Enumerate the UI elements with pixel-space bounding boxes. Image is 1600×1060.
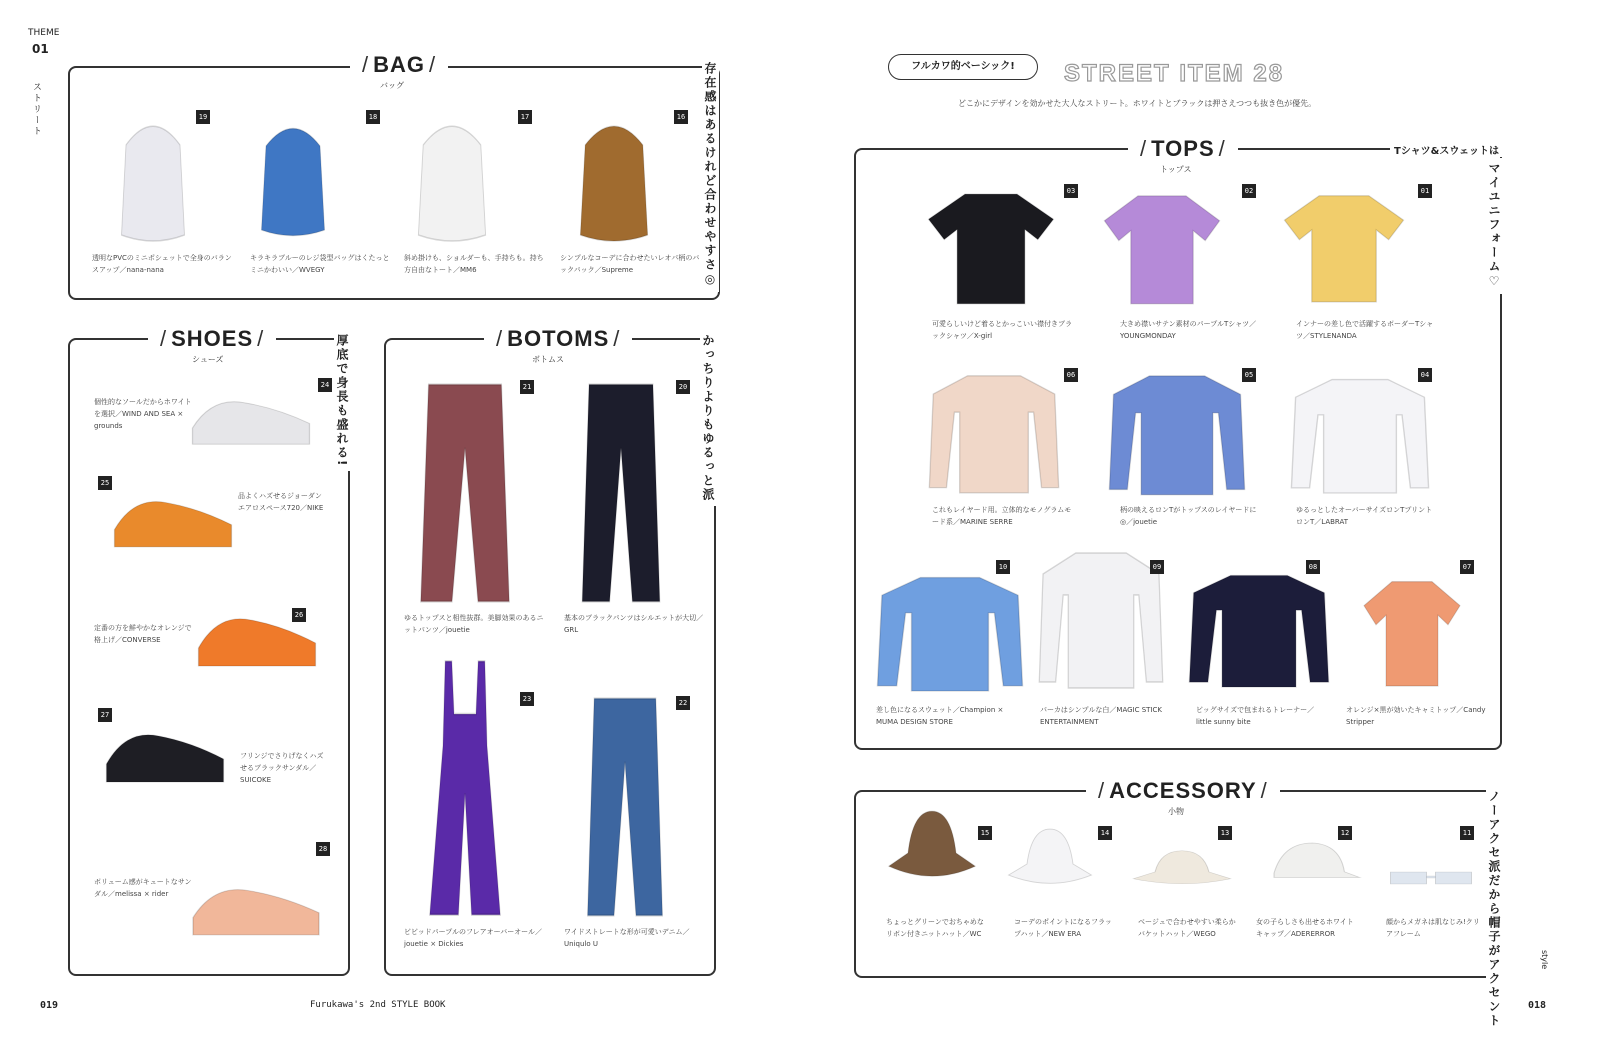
bottoms-subtitle: ボトムス: [532, 355, 564, 364]
shoes-note: 厚底で身長も盛れる!: [334, 330, 351, 471]
tops-item-image: [1108, 368, 1246, 500]
side-style-label: style: [1540, 950, 1549, 970]
accessory-item-13: [1128, 844, 1236, 900]
item-caption: 品よくハズせるジョーダンエアロスペース720／NIKE: [238, 492, 324, 512]
accessory-subtitle: 小物: [1168, 807, 1184, 816]
shoes-item-24: [186, 374, 316, 464]
item-caption: 定番の方を鮮やかなオレンジで格上げ／CONVERSE: [94, 624, 192, 644]
item-caption: 透明なPVCのミニポシェットで全身のバランスアップ／nana-nana: [92, 254, 232, 274]
item-number-badge: 20: [676, 380, 690, 394]
tops-item-08: [1188, 568, 1330, 692]
item-caption: オレンジ×黒が効いたキャミトップ／Candy Stripper: [1346, 706, 1486, 726]
item-number-badge: 06: [1064, 368, 1078, 382]
bottoms-item-22: [570, 694, 680, 920]
item-caption: フリンジでさりげなくハズせるブラックサンダル／SUICOKE: [240, 752, 324, 784]
accessory-note: ノーアクセ派だから帽子がアクセント: [1486, 786, 1503, 1032]
item-number-badge: 27: [98, 708, 112, 722]
side-label: ストリート: [31, 82, 41, 137]
shoes-item-26: [192, 588, 322, 688]
item-number-badge: 12: [1338, 826, 1352, 840]
item-number-badge: 09: [1150, 560, 1164, 574]
item-number-badge: 05: [1242, 368, 1256, 382]
bag-title: / BAG /: [350, 52, 448, 78]
bag-item-19: [108, 100, 198, 250]
item-number-badge: 19: [196, 110, 210, 124]
item-caption: 大きめ襟いサテン素材のパープルTシャツ／YOUNGMONDAY: [1120, 320, 1257, 340]
accessory-title: / ACCESSORY /: [1086, 778, 1280, 804]
shoes-item-image: [192, 588, 322, 688]
tops-item-06: [928, 368, 1060, 498]
shoes-item-image: [186, 860, 326, 956]
bag-subtitle: バッグ: [380, 81, 404, 90]
bag-item-image: [108, 100, 198, 250]
item-number-badge: 10: [996, 560, 1010, 574]
bottoms-item-image: [570, 694, 680, 920]
tops-item-07: [1362, 572, 1462, 692]
item-number-badge: 17: [518, 110, 532, 124]
bottoms-title: / BOTOMS /: [484, 326, 632, 352]
accessory-item-image: [1386, 858, 1476, 898]
accessory-item-12: [1252, 830, 1362, 902]
tops-item-05: [1108, 368, 1246, 500]
tops-item-image: [1188, 568, 1330, 692]
book-title: Furukawa's 2nd STYLE BOOK: [310, 1000, 446, 1010]
item-number-badge: 26: [292, 608, 306, 622]
accessory-item-14: [1004, 818, 1096, 910]
item-caption: ワイドストレートな形が可愛いデニム／Uniqulo U: [564, 928, 690, 948]
item-caption: 斜め掛けも、ショルダーも、手持ちも。持ち方自由なトート／MM6: [404, 254, 544, 274]
item-number-badge: 18: [366, 110, 380, 124]
item-number-badge: 02: [1242, 184, 1256, 198]
item-caption: ビッグサイズで包まれるトレーナー／little sunny bite: [1196, 706, 1315, 726]
item-caption: ちょっとグリーンでおちゃめなリボン付きニットハット／WC: [886, 918, 984, 938]
tops-item-image: [876, 570, 1024, 696]
item-caption: ビビッドパープルのフレアオーバーオール／jouetie × Dickies: [404, 928, 542, 948]
item-number-badge: 15: [978, 826, 992, 840]
accessory-item-image: [1252, 830, 1362, 902]
bag-item-image: [248, 104, 338, 244]
shoes-item-25: [108, 472, 238, 568]
item-number-badge: 13: [1218, 826, 1232, 840]
tops-title: / TOPS /: [1128, 136, 1238, 162]
item-number-badge: 23: [520, 692, 534, 706]
main-title: STREET ITEM 28: [1064, 60, 1285, 87]
accessory-item-image: [1128, 844, 1236, 900]
tops-item-image: [1102, 186, 1222, 310]
item-number-badge: 21: [520, 380, 534, 394]
shoes-item-28: [186, 860, 326, 956]
bottoms-item-20: [564, 380, 678, 606]
tops-note: マイユニフォーム♡: [1486, 158, 1503, 294]
bag-item-image: [404, 100, 500, 250]
bag-item-17: [404, 100, 500, 250]
item-caption: 女の子らしさも出せるホワイトキャップ／ADERERROR: [1256, 918, 1354, 938]
accessory-item-image: [1004, 818, 1096, 910]
item-number-badge: 03: [1064, 184, 1078, 198]
item-number-badge: 28: [316, 842, 330, 856]
item-caption: ゆるっとしたオーバーサイズロンTプリントロンT／LABRAT: [1296, 506, 1433, 526]
bag-item-image: [566, 100, 662, 250]
item-caption: これもレイヤード用。立体的なモノグラムモード系／MARINE SERRE: [932, 506, 1072, 526]
item-caption: シンプルなコーデに合わせたいレオパ柄のバックパック／Supreme: [560, 254, 700, 274]
tops-item-02: [1102, 186, 1222, 310]
tops-item-01: [1282, 186, 1406, 308]
accessory-item-15: [884, 798, 980, 908]
theme-label: THEME: [28, 28, 60, 38]
shoes-title: / SHOES /: [148, 326, 276, 352]
shoes-item-image: [100, 704, 230, 804]
item-caption: キラキラブルーのレジ袋型バッグはくたっとミニかわいい／WVEGY: [250, 254, 390, 274]
tops-item-image: [928, 368, 1060, 498]
item-number-badge: 25: [98, 476, 112, 490]
item-caption: インナーの差し色で活躍するボーダーTシャツ／STYLENANDA: [1296, 320, 1434, 340]
intro-text: どこかにデザインを効かせた大人なストリート。ホワイトとブラックは押さえつつも抜き色が優先。: [958, 99, 1317, 108]
item-caption: パーカはシンプルな白／MAGIC STICK ENTERTAINMENT: [1040, 706, 1162, 726]
bottoms-item-image: [410, 656, 520, 920]
item-number-badge: 11: [1460, 826, 1474, 840]
tops-item-image: [1362, 572, 1462, 692]
shoes-item-27: [100, 704, 230, 804]
bag-note: 存在感はあるけれど合わせやすさ◎: [702, 58, 719, 292]
tops-item-09: [1038, 544, 1164, 694]
item-number-badge: 24: [318, 378, 332, 392]
speech-bubble: [888, 54, 1038, 80]
tops-item-04: [1290, 372, 1430, 498]
theme-number: 01: [32, 42, 49, 56]
item-number-badge: 22: [676, 696, 690, 710]
item-caption: ベージュで合わせやすい柔らかバケットハット／WEGO: [1138, 918, 1236, 938]
tops-note-head: Tシャツ&スウェットは: [1390, 142, 1503, 157]
item-number-badge: 14: [1098, 826, 1112, 840]
item-number-badge: 04: [1418, 368, 1432, 382]
item-caption: 差し色になるスウェット／Champion × MUMA DESIGN STORE: [876, 706, 1004, 726]
item-number-badge: 16: [674, 110, 688, 124]
item-caption: 可愛らしいけど着るとかっこいい襟付きブラックシャツ／X-girl: [932, 320, 1072, 340]
item-number-badge: 08: [1306, 560, 1320, 574]
item-caption: 基本のブラックパンツはシルエットが大切／GRL: [564, 614, 704, 634]
bag-item-16: [566, 100, 662, 250]
item-caption: 個性的なソールだからホワイトを選択／WIND AND SEA × grounds: [94, 398, 192, 430]
speech-bubble-text: フルカワ的ベーシック!: [911, 61, 1015, 72]
item-caption: ボリューム感がキュートなサンダル／melissa × rider: [94, 878, 192, 898]
item-caption: 柄の映えるロンTがトップスのレイヤードに◎／jouetie: [1120, 506, 1257, 526]
tops-item-image: [1038, 544, 1164, 694]
item-caption: ゆるトップスと相性抜群。美脚効果のあるニットパンツ／jouetie: [404, 614, 544, 634]
bottoms-item-image: [564, 380, 678, 606]
tops-item-03: [926, 184, 1056, 310]
shoes-item-image: [186, 374, 316, 464]
tops-item-image: [1290, 372, 1430, 498]
right-page-number: 018: [1528, 1000, 1547, 1011]
shoes-item-image: [108, 472, 238, 568]
bottoms-item-23: [410, 656, 520, 920]
item-number-badge: 01: [1418, 184, 1432, 198]
shoes-subtitle: シューズ: [192, 355, 224, 364]
tops-item-image: [1282, 186, 1406, 308]
tops-subtitle: トップス: [1160, 165, 1192, 174]
item-number-badge: 07: [1460, 560, 1474, 574]
bag-item-18: [248, 104, 338, 244]
item-caption: 顔からメガネは肌なじみ!クリアフレーム: [1386, 918, 1480, 938]
left-page-number: 019: [40, 1000, 59, 1011]
tops-item-image: [926, 184, 1056, 310]
accessory-item-image: [884, 798, 980, 908]
item-caption: コーデのポイントになるフラップハット／NEW ERA: [1014, 918, 1112, 938]
bottoms-note: かっちりよりもゆるっと派: [700, 330, 717, 506]
tops-item-10: [876, 570, 1024, 696]
bottoms-item-image: [400, 380, 530, 606]
bottoms-item-21: [400, 380, 530, 606]
accessory-item-11: [1386, 858, 1476, 898]
